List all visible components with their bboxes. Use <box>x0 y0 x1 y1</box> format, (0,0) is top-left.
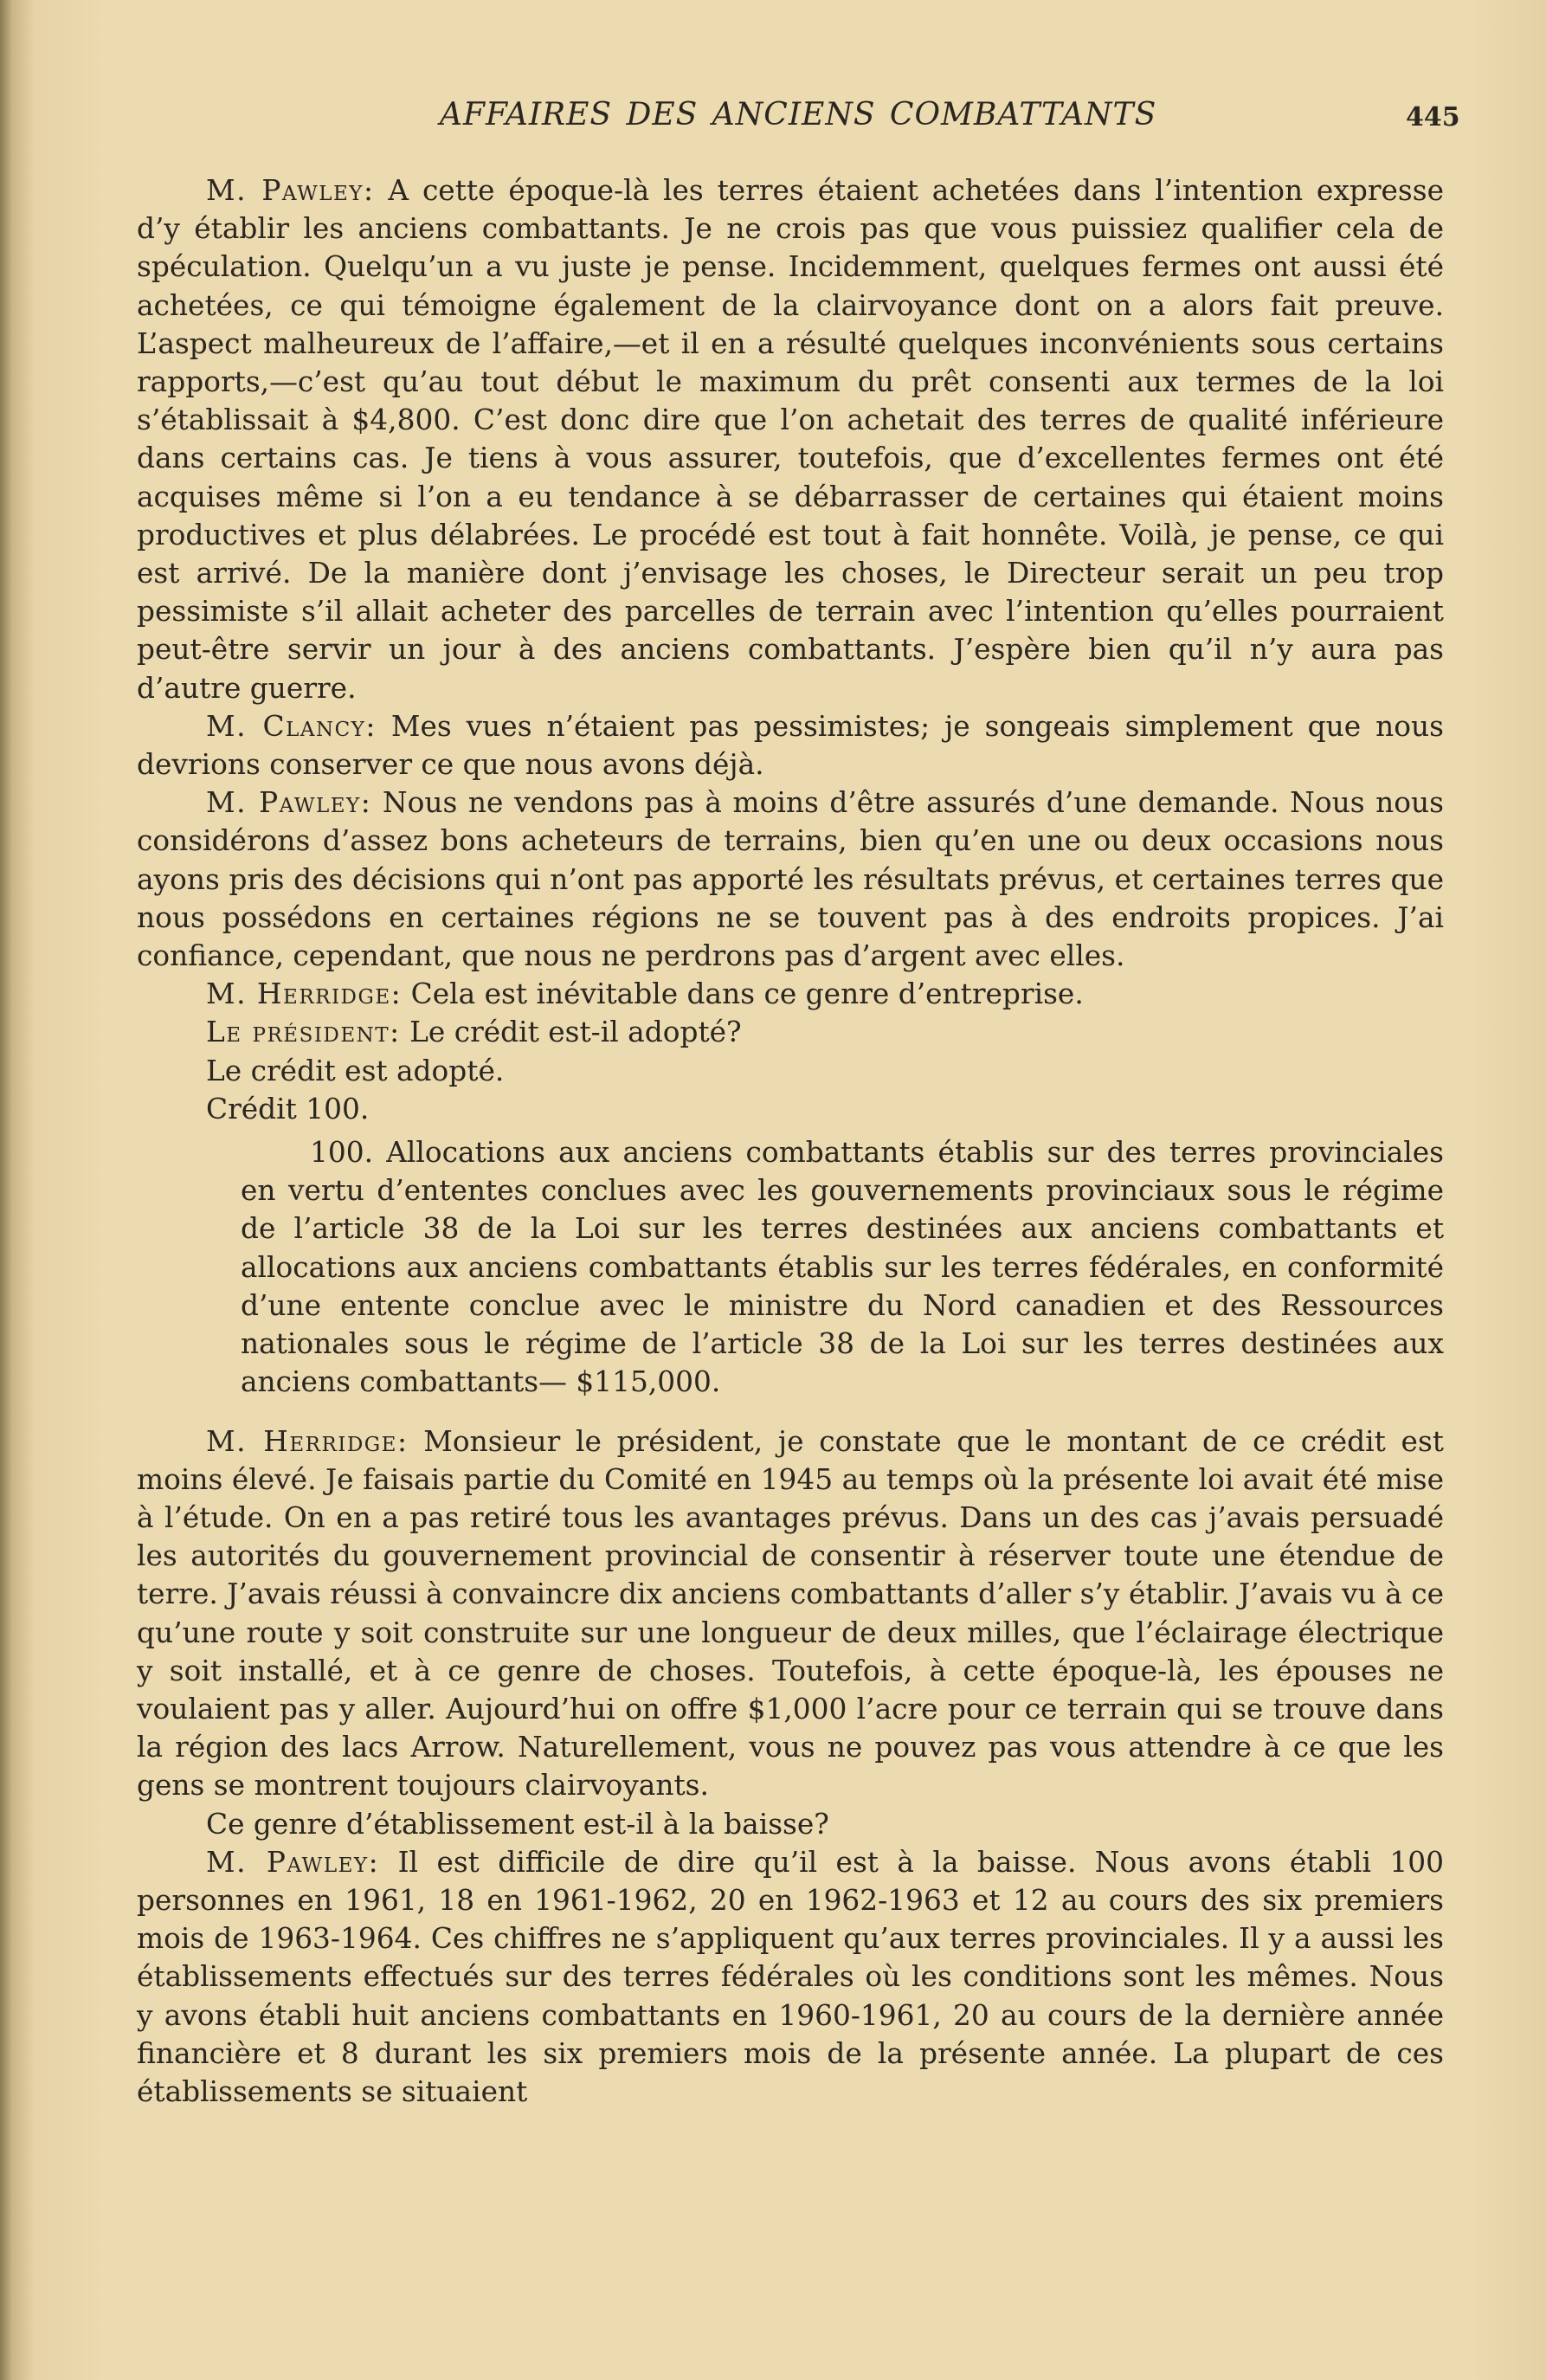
paragraph <box>137 1422 1444 1805</box>
paragraph <box>137 171 1444 707</box>
vote-item-text <box>241 1133 1444 1401</box>
paragraph-text: Il est difficile de dire qu’il est à la baisse. Nous avons établi 100 personnes en 1961, 18 en 1961-1962, 20 en 1962-1963 et 12 au cours des six premiers mois de 1963-1964. Ces chiffres ne s’appliquent qu’aux terres provinciales. Il y a aussi les établissements effectués sur des terres fédérales où les conditions sont les mêmes. Nous y avons établi huit anciens combattants en 1960-1961, 20 au cours de la dernière année financière et 8 durant les six premiers mois de la présente année. La plupart de ces établissements se situaient <box>137 1845 1444 2108</box>
running-title: AFFAIRES DES ANCIENS COMBATTANTS <box>440 97 1157 132</box>
paragraph <box>137 707 1444 784</box>
paragraph <box>137 784 1444 975</box>
vote-heading <box>137 1090 1444 1128</box>
paragraph <box>137 1843 1444 2111</box>
paragraph-text: 100. Allocations aux anciens combattants établis sur des terres provinciales en vertu d’ententes conclues avec les gouvernements provinciaux sous le régime de l’article 38 de la Loi sur les terres destinées aux anciens combattants et allocations aux anciens combattants établis sur les terres fédérales, en conformité d’une entente conclue avec le ministre du Nord canadien et des Ressources nationales sous le régime de l’article 38 de la Loi sur les terres destinées aux anciens combattants— $115,000. <box>241 1136 1444 1399</box>
paragraph <box>137 1805 1444 1843</box>
running-header <box>0 97 1546 149</box>
speaker-name: M. Pawley: <box>206 174 375 207</box>
paragraph-text: Crédit 100. <box>206 1092 370 1126</box>
paragraph <box>137 1013 1444 1051</box>
speaker-name: M. Pawley: <box>206 786 372 820</box>
speaker-name: M. Clancy: <box>206 709 377 743</box>
document-body <box>137 171 1444 2111</box>
paragraph-text: Le crédit est adopté. <box>206 1054 505 1087</box>
paragraph-text: Le crédit est-il adopté? <box>409 1016 742 1049</box>
paragraph <box>137 975 1444 1013</box>
paragraph-text: Monsieur le président, je constate que le montant de ce crédit est moins élevé. Je faisais partie du Comité en 1945 au temps où la présente loi avait été mise à l’étude. On en a pas retiré tous les avantages prévus. Dans un des cas j’avais persuadé les autorités du gouvernement provincial de consentir à réserver toute une étendue de terre. J’avais réussi à convaincre dix anciens combattants d’aller s’y établir. J’avais vu à ce qu’une route y soit construite sur une longueur de deux milles, que l’éclairage électrique y soit installé, et à ce genre de choses. Toutefois, à cette époque-là, les épouses ne voulaient pas y aller. Aujourd’hui on offre $1,000 l’acre pour ce terrain qui se trouve dans la région des lacs Arrow. Naturellement, vous ne pouvez pas vous attendre à ce que les gens se montrent toujours clairvoyants. <box>137 1424 1444 1803</box>
paragraph-text: Cela est inévitable dans ce genre d’entreprise. <box>410 977 1084 1011</box>
speaker-name: M. Herridge: <box>206 977 403 1011</box>
vote-result <box>137 1052 1444 1090</box>
speaker-name: M. Herridge: <box>206 1424 409 1458</box>
paragraph-text: Mes vues n’étaient pas pessimistes; je songeais simplement que nous devrions conserver ce que nous avons déjà. <box>137 709 1444 782</box>
speaker-name: M. Pawley: <box>206 1845 380 1879</box>
paragraph-text: A cette époque-là les terres étaient achetées dans l’intention expresse d’y établir les anciens combattants. Je ne crois pas que vous puissiez qualifier cela de spéculation. Quelqu’un a vu juste je pense. Incidemment, quelques fermes ont aussi été achetées, ce qui témoigne également de la clairvoyance dont on a alors fait preuve. L’aspect malheureux de l’affaire,—et il en a résulté quelques inconvénients sous certains rapports,—c’est qu’au tout début le maximum du prêt consenti aux termes de la loi s’établissait à $4,800. C’est donc dire que l’on achetait des terres de qualité inférieure dans certains cas. Je tiens à vous assurer, toutefois, que d’excellentes fermes ont été acquises même si l’on a eu tendance à se débarrasser de certaines qui étaient moins productives et plus délabrées. Le procédé est tout à fait honnête. Voilà, je pense, ce qui est arrivé. De la manière dont j’envisage les choses, le Directeur serait un peu trop pessimiste s’il allait acheter des parcelles de terrain avec l’intention qu’elles pourraient peut-être servir un jour à des anciens combattants. J’espère bien qu’il n’y aura pas d’autre guerre. <box>137 174 1444 705</box>
paragraph-text: Nous ne vendons pas à moins d’être assurés d’une demande. Nous nous considérons d’assez bons acheteurs de terrains, bien qu’en une ou deux occasions nous ayons pris des décisions qui n’ont pas apporté les résultats prévus, et certaines terres que nous possédons en certaines régions ne se touvent pas à des endroits propices. J’ai confiance, cependant, que nous ne perdrons pas d’argent avec elles. <box>137 786 1444 973</box>
page-number: 445 <box>1406 102 1460 132</box>
speaker-name: Le président: <box>206 1016 401 1049</box>
paragraph-text: Ce genre d’établissement est-il à la baisse? <box>206 1807 829 1841</box>
